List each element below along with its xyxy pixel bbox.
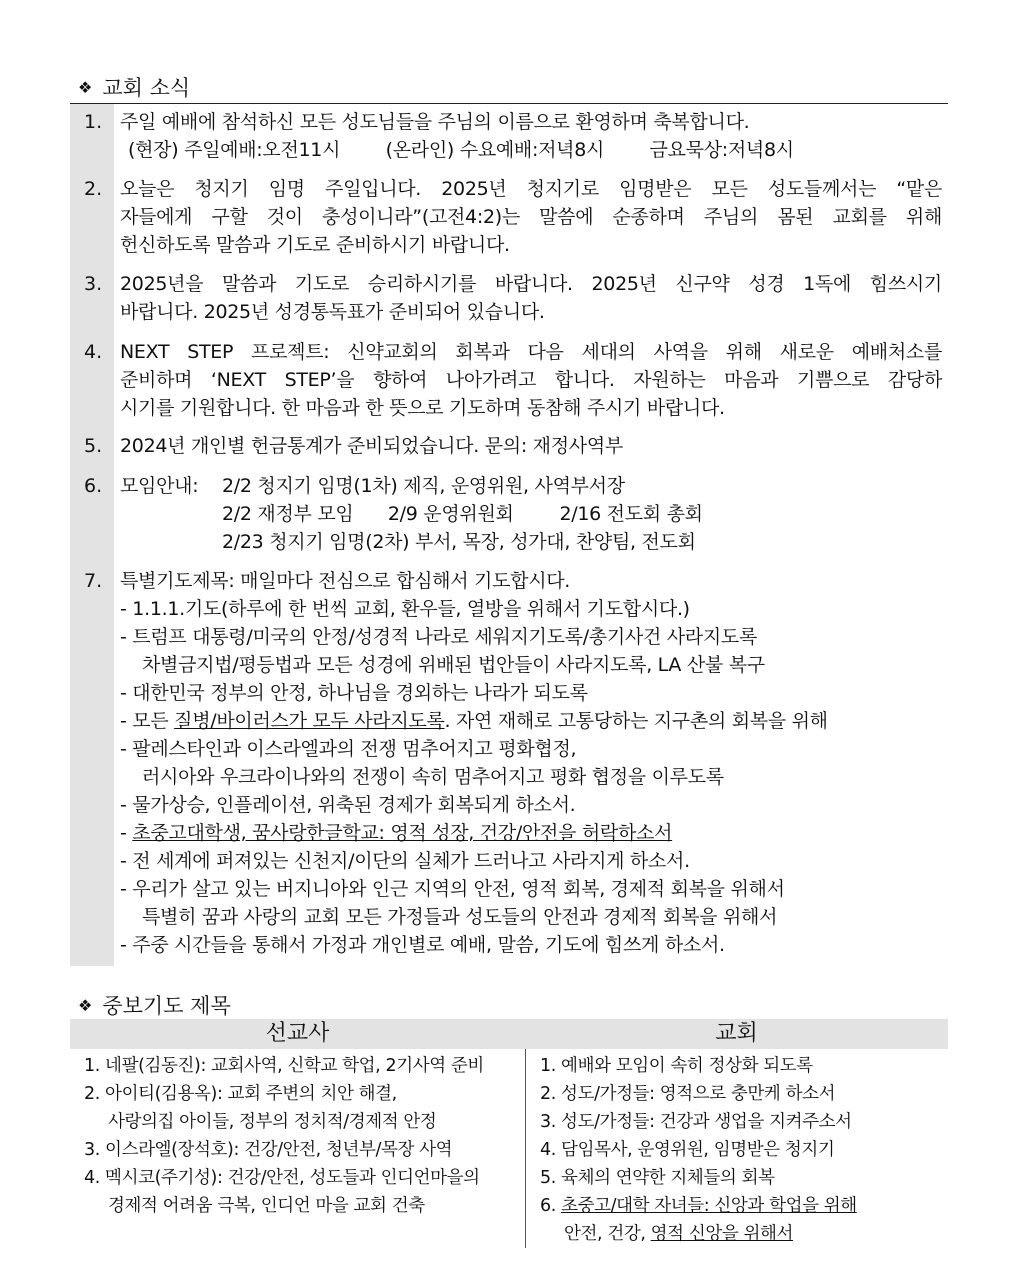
news-item-5: [70, 432, 948, 460]
section-title: 교회 소식: [102, 76, 191, 100]
item-number: 1.: [84, 111, 103, 133]
list-item-cont: 경제적 어려움 극복, 인디언 마을 교회 건축: [108, 1196, 425, 1216]
meeting-row: [120, 472, 948, 500]
schedule-sunday: (현장) 주일예배:오전11시: [128, 139, 341, 161]
news-item-3: [70, 270, 948, 326]
prayer-sub-item-cont: 러시아와 우크라이나와의 전쟁이 속히 멈추어지고 평화 협정을 이루도록: [142, 766, 724, 788]
list-item: 2. 성도/가정들: 영적으로 충만케 하소서: [540, 1084, 836, 1104]
item-number: 4.: [84, 341, 103, 363]
prayer-sub-item: - 우리가 살고 있는 버지니아와 인근 지역의 안전, 영적 회복, 경제적 회복을 위해서: [120, 878, 785, 900]
list-item: 4. 멕시코(주기성): 건강/안전, 성도들과 인디언마을의: [84, 1168, 480, 1188]
list-item: 3. 이스라엘(장석호): 건강/안전, 청년부/목장 사역: [84, 1140, 453, 1160]
item-text: 2025년을 말씀과 기도로 승리하시기를 바랍니다. 2025년 신구약 성경 1독에 힘쓰시기: [120, 273, 942, 295]
news-item-4: [70, 338, 948, 422]
schedule-friday: 금요묵상:저녁8시: [649, 139, 794, 161]
item-number: 6.: [84, 475, 103, 497]
prayer-sub-item: - 트럼프 대통령/미국의 안정/성경적 나라로 세워지기도록/총기사건 사라지도록: [120, 626, 758, 648]
prayer-sub-item: - 물가상승, 인플레이션, 위축된 경제가 회복되게 하소서.: [120, 794, 576, 816]
church-header: 교회: [715, 1021, 758, 1046]
meeting-text: 2/2 재정부 모임 2/9 운영위원회 2/16 전도회 총회: [222, 503, 703, 525]
news-item-1: [70, 108, 948, 164]
news-item-2: [70, 175, 948, 259]
prayer-sub-item: - 초중고대학생, 꿈사랑한글학교: 영적 성장, 건강/안전을 허락하소서: [120, 822, 673, 844]
prayer-sub-item: - 주중 시간들을 통해서 가정과 개인별로 예배, 말씀, 기도에 힘쓰게 하소서.: [120, 934, 725, 956]
divider: [70, 103, 948, 104]
prayer-sub-item: - 팔레스타인과 이스라엘과의 전쟁 멈추어지고 평화협정,: [120, 738, 577, 760]
prayer-sub-item-cont: 특별히 꿈과 사랑의 교회 모든 가정들과 성도들의 안전과 경제적 회복을 위해서: [142, 906, 778, 928]
list-item-cont: 안전, 건강, 영적 신앙을 위해서: [564, 1224, 794, 1244]
schedule-wednesday: (온라인) 수요예배:저녁8시: [385, 139, 605, 161]
section-header-prayer: [78, 990, 231, 1020]
missionary-list: [84, 1052, 520, 1220]
meeting-text: 2/2 청지기 임명(1차) 제직, 운영위원, 사역부서장: [222, 475, 625, 497]
column-divider: [525, 1049, 526, 1248]
item-number: 5.: [84, 435, 103, 457]
prayer-table-header: [70, 1019, 948, 1049]
list-item: 2. 아이티(김용옥): 교회 주변의 치안 해결,: [84, 1084, 397, 1104]
prayer-sub-item-cont: 차별금지법/평등법과 모든 성경에 위배된 법안들이 사라지도록, LA 산불 복구: [142, 654, 765, 676]
service-schedule: [120, 136, 948, 164]
list-item: 5. 육체의 연약한 지체들의 회복: [540, 1168, 775, 1188]
list-item-cont: 사랑의집 아이들, 정부의 정치적/경제적 안정: [108, 1112, 437, 1132]
missionary-header: 선교사: [265, 1021, 330, 1046]
news-item-7: [70, 567, 948, 959]
list-item: 1. 네팔(김동진): 교회사역, 신학교 학업, 2기사역 준비: [84, 1056, 484, 1076]
prayer-sub-item: - 전 세계에 퍼져있는 신천지/이단의 실체가 드러나고 사라지게 하소서.: [120, 850, 690, 872]
item-number: 2.: [84, 178, 103, 200]
item-text: 2024년 개인별 헌금통계가 준비되었습니다. 문의: 재정사역부: [120, 435, 623, 457]
list-item: 4. 담임목사, 운영위원, 임명받은 청지기: [540, 1140, 835, 1160]
item-text: 바랍니다. 2025년 성경통독표가 준비되어 있습니다.: [120, 301, 545, 323]
church-list: [540, 1052, 940, 1248]
prayer-sub-item: - 모든 질병/바이러스가 모두 사라지도록. 자연 재해로 고통당하는 지구촌의 회복을 위해: [120, 710, 828, 732]
item-text: 주일 예배에 참석하신 모든 성도님들을 주님의 이름으로 환영하며 축복합니다.: [120, 111, 750, 133]
list-item: 1. 예배와 모임이 속히 정상화 되도록: [540, 1056, 813, 1076]
meeting-text: 2/23 청지기 임명(2차) 부서, 목장, 성가대, 찬양팀, 전도회: [222, 531, 696, 553]
list-item: 6. 초중고/대학 자녀들: 신앙과 학업을 위해: [540, 1196, 857, 1216]
item-text: NEXT STEP 프로젝트: 신약교회의 회복과 다음 세대의 사역을 위해 새로운 예배처소를: [120, 341, 942, 363]
meeting-label: 모임안내:: [120, 475, 199, 497]
prayer-sub-item: - 1.1.1.기도(하루에 한 번씩 교회, 환우들, 열방을 위해서 기도합시다.): [120, 598, 690, 620]
item-text: 준비하며 ‘NEXT STEP’을 향하여 나아가려고 합니다. 자원하는 마음과 기쁨으로 감당하: [120, 369, 942, 391]
section-title: 중보기도 제목: [102, 994, 231, 1018]
item-text: 시기를 기원합니다. 한 마음과 한 뜻으로 기도하며 동참해 주시기 바랍니다.: [120, 397, 725, 419]
list-item: 3. 성도/가정들: 건강과 생업을 지켜주소서: [540, 1112, 852, 1132]
item-text: 오늘은 청지기 임명 주일입니다. 2025년 청지기로 임명받은 모든 성도들께서는 “맡은: [120, 178, 942, 200]
item-text: 자들에게 구할 것이 충성이니라”(고전4:2)는 말씀에 순종하며 주님의 몸된 교회를 위해: [120, 206, 942, 228]
item-text: 헌신하도록 말씀과 기도로 준비하시기 바랍니다.: [120, 234, 510, 256]
diamond-bullet-icon: ❖: [78, 995, 93, 1015]
item-number: 7.: [84, 570, 103, 592]
item-number: 3.: [84, 273, 103, 295]
news-item-6: [70, 472, 948, 556]
item-text: 특별기도제목: 매일마다 전심으로 합심해서 기도합시다.: [120, 570, 571, 592]
section-header-news: [78, 72, 190, 102]
prayer-sub-item: - 대한민국 정부의 안정, 하나님을 경외하는 나라가 되도록: [120, 682, 588, 704]
diamond-bullet-icon: ❖: [78, 77, 93, 97]
